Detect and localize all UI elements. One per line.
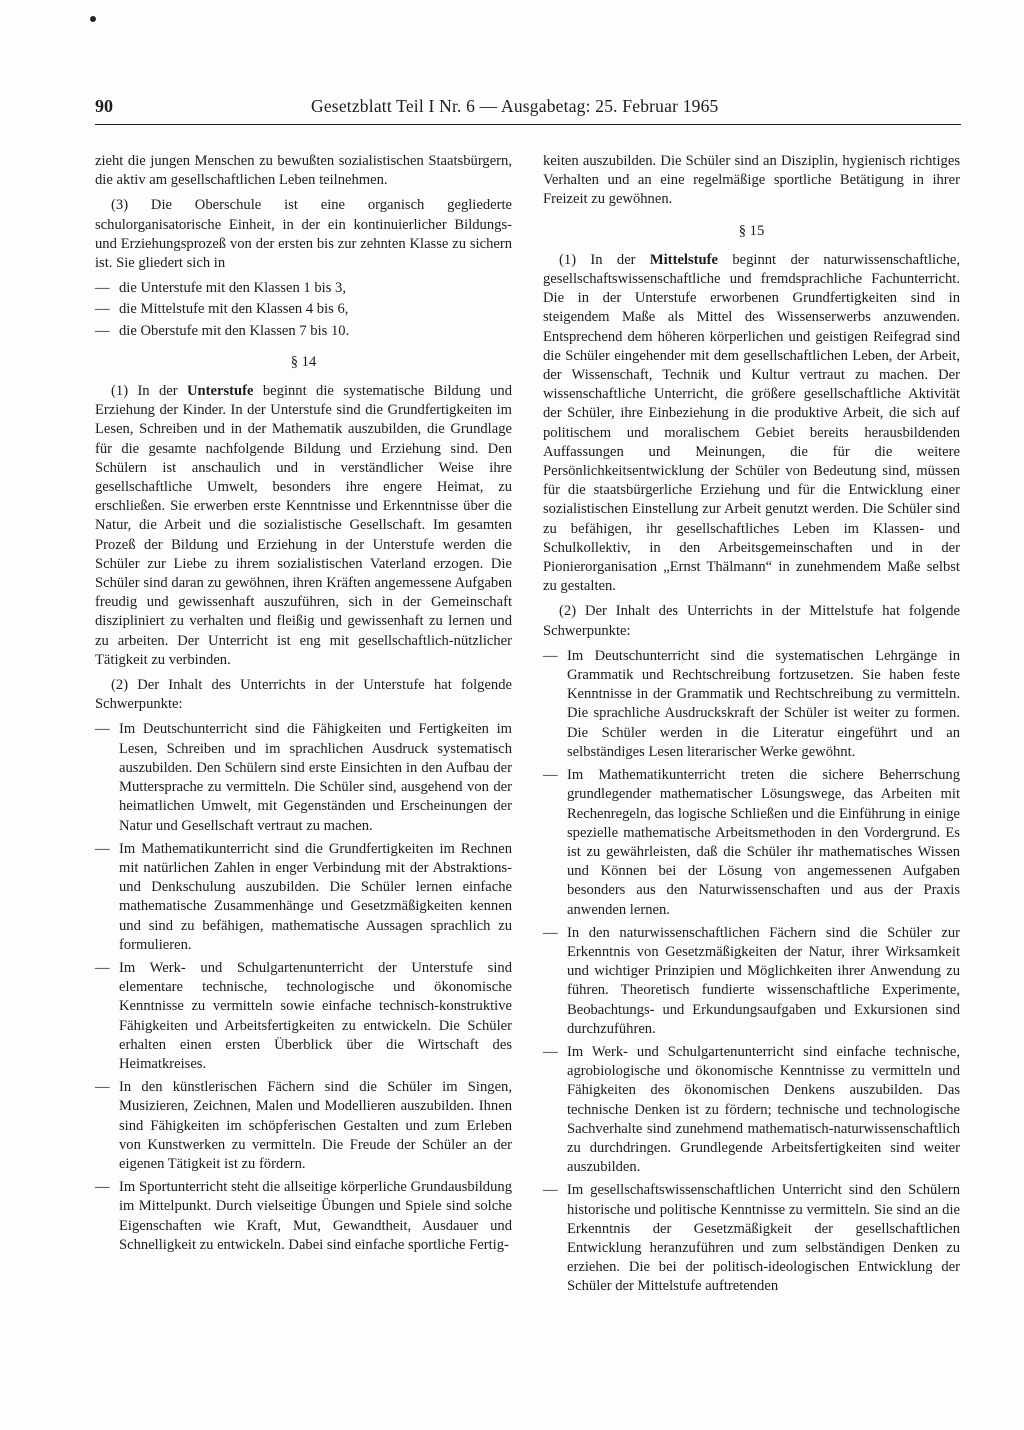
- paragraph: [95, 382, 512, 670]
- page-header: [95, 96, 961, 124]
- text: (1) In der: [559, 251, 650, 268]
- list-item: — Im Sportunterricht steht die allseitige körperliche Grundausbildung im Mittelpunkt. Durch vielseitige Übungen und Spiele sind solche Eigenschaften wie Kraft, Mut, Gewandtheit, Ausdauer und Schnelligkeit zu entwickeln. Dabei sind einfache sportliche Fertig-: [95, 1178, 512, 1255]
- dash-list: [95, 279, 512, 341]
- list-item: — In den künstlerischen Fächern sind die Schüler im Singen, Musizieren, Zeichnen, Malen und Modellieren auszubilden. Ihnen sind Fähigkeiten im schöpferischen Gestalten und zum Erleben von Kunstwerken zu vermitteln. Die Freude der Schüler an der eigenen Tätigkeit ist zu fördern.: [95, 1078, 512, 1174]
- list-item: — Im gesellschaftswissenschaftlichen Unterricht sind den Schülern historische und politische Kenntnisse zu vermitteln. Sie sind an die Erkenntnis der Gesetzmäßigkeit der gesellschaftlichen Entwicklung heranzuführen und zum selbständigen Denken zu erziehen. Die bei der politisch-ideologischen Entwicklung der Schüler der Mittelstufe auftretenden: [543, 1181, 960, 1296]
- paragraph: (2) Der Inhalt des Unterrichts in der Mittelstufe hat folgende Schwerpunkte:: [543, 603, 960, 639]
- keyword: Unterstufe: [187, 383, 254, 400]
- dash-list: [95, 720, 512, 1254]
- section-heading: § 15: [738, 222, 765, 239]
- list-item: — In den naturwissenschaftlichen Fächern sind die Schüler zur Erkenntnis von Gesetzmäßigkeiten der Natur, ihrer Wirksamkeit und wichtiger Prinzipien und Möglichkeiten ihrer Anwendung zu führen. Theoretisch fundierte wissenschaftliche Experimente, Beobachtungs- und Erkundungsaufgaben und Exkursionen sind durchzuführen.: [543, 924, 960, 1039]
- list-item: — Im Werk- und Schulgartenunterricht sind einfache technische, agrobiologische und ökonomische Kenntnisse zu vermitteln und Fähigkeiten des ökonomischen Denkens auszubilden. Das technische Denken ist zu fördern; technische und technologische Sachverhalte sind zunehmend mathematisch-naturwissenschaftlich zu durchdringen. Grundlegende Arbeitsfertigkeiten sind weiter auszubilden.: [543, 1043, 960, 1177]
- list-item: — die Mittelstufe mit den Klassen 4 bis 6,: [95, 300, 512, 319]
- paragraph: keiten auszubilden. Die Schüler sind an Disziplin, hygienisch richtiges Verhalten und an eine regelmäßige sportliche Betätigung in ihrer Freizeit zu gewöhnen.: [543, 153, 960, 208]
- list-item: — Im Mathematikunterricht treten die sichere Beherrschung grundlegender mathematischer Lösungswege, das Arbeiten mit Rechenregeln, das logische Schließen und die Einführung in einige spezielle mathematische Arbeitsmethoden in den Vordergrund. Es ist zu gewährleisten, daß die Schüler ihr mathematisches Wissen und Können bei der Lösung von angemessenen Aufgaben besonders aus den Naturwissenschaften und aus der Praxis anwenden lernen.: [543, 766, 960, 920]
- right-column: [543, 152, 960, 1303]
- section-heading: § 14: [290, 353, 317, 370]
- text: (1) In der: [111, 383, 188, 400]
- keyword: Mittelstufe: [649, 251, 718, 268]
- list-item: — Im Deutschunterricht sind die systematischen Lehrgänge in Grammatik und Rechtschreibung fortzusetzen. Sie haben feste Kenntnisse in der Grammatik und Rechtschreibung zu vermitteln. Die sprachliche Ausdruckskraft der Schüler ist weiter zu formen. Die Schüler werden in die Literatur eingeführt und an selbständiges Lesen literarischer Werke gewöhnt.: [543, 647, 960, 762]
- left-column: [95, 152, 512, 1261]
- list-item: — Im Deutschunterricht sind die Fähigkeiten und Fertigkeiten im Lesen, Schreiben und im sprachlichen Ausdruck systematisch auszubilden. Den Schülern sind erste Einsichten in den Aufbau der Muttersprache zu vermitteln. Die Schüler sind, ausgehend von der heimatlichen Umwelt, mit Gegenständen und Erscheinungen der Natur und Gesellschaft vertraut zu machen.: [95, 720, 512, 835]
- text: beginnt die systematische Bildung und Erziehung der Kinder. In der Unterstufe sind die Grundfertigkeiten im Lesen, Schreiben und in der Mathematik auszubilden, die Grundlage für die gesamte nachfolgende Bildung und Erziehung sind. Den Schülern ist anschaulich und in verständlicher Weise ihre gesellschaftliche Umwelt, besonders ihre engere Heimat, zu erschließen. Sie erwerben erste Kenntnisse und Erkenntnisse über die Natur, die Arbeit und die sozialistische Gesellschaft. Im gesamten Prozeß der Bildung und Erziehung in der Unterstufe werden die Schüler zur Liebe zu ihrem sozialistischen Vaterland erzogen. Die Schüler sind daran zu gewöhnen, ihren Kräften angemessene Aufgaben freudig und gewissenhaft auszuführen, sich in der Gemeinschaft diszipliniert zu verhalten und fleißig und gewissenhaft zu lernen und zu arbeiten. Der Unterricht ist eng mit gesellschaftlich-nützlicher Tätigkeit zu verbinden.: [95, 383, 512, 668]
- margin-dot: [90, 16, 96, 22]
- header-rule: [95, 124, 961, 125]
- list-item: — die Oberstufe mit den Klassen 7 bis 10.: [95, 322, 512, 341]
- paragraph: zieht die jungen Menschen zu bewußten sozialistischen Staatsbürgern, die aktiv am gesellschaftlichen Leben teilnehmen.: [95, 153, 512, 189]
- text: beginnt der naturwissenschaftliche, gesellschaftswissenschaftliche und fremdsprachliche Fachunterricht. Die in der Unterstufe erworbenen Grundfertigkeiten sind in steigendem Maße als Mittel des Wissenserwerbs anzuwenden. Entsprechend dem höheren körperlichen und geistigen Reifegrad sind die Schüler eingehender mit dem gesellschaftlichen Leben, der Arbeit, der Wissenschaft, Technik und Kultur vertraut zu machen. Der wissenschaftliche Unterricht, die größere gesellschaftliche Aktivität der Schüler, ihre Einbeziehung in die produktive Arbeit, die sich auf politischem und moralischem Gebiet bereits herausbildenden Auffassungen und Meinungen, die für die weitere Persönlichkeitsentwicklung der Schüler von Bedeutung sind, müssen für die staatsbürgerliche Erziehung und für die Entwicklung einer sozialistischen Einstellung zur Arbeit genutzt werden. Die Schüler sind zu befähigen, ihr gesellschaftliches Leben im Klassen- und Schulkollektiv, in den Arbeitsgemeinschaften und in der Pionierorganisation „Ernst Thälmann“ in zunehmendem Maße selbst zu gestalten.: [543, 251, 960, 595]
- paragraph: (3) Die Oberschule ist eine organisch gegliederte schulorganisatorische Einheit, in der ein kontinuierlicher Bildungs- und Erziehungsprozeß von der ersten bis zur zehnten Klasse zu sichern ist. Sie gliedert sich in: [95, 197, 512, 272]
- paragraph: [543, 251, 960, 597]
- page-number: 90: [95, 96, 113, 116]
- paragraph: (2) Der Inhalt des Unterrichts in der Unterstufe hat folgende Schwerpunkte:: [95, 677, 512, 713]
- list-item: — Im Werk- und Schulgartenunterricht der Unterstufe sind elementare technische, technologische und ökonomische Kenntnisse zu vermitteln sowie einfache technisch-konstruktive Fähigkeiten und Arbeitsfertigkeiten zu entwickeln. Die Schüler erhalten einen ersten Überblick über die Wirtschaft des Heimatkreises.: [95, 959, 512, 1074]
- dash-list: [543, 647, 960, 1297]
- header-title: Gesetzblatt Teil I Nr. 6 — Ausgabetag: 25. Februar 1965: [311, 96, 719, 116]
- list-item: — die Unterstufe mit den Klassen 1 bis 3,: [95, 279, 512, 298]
- list-item: — Im Mathematikunterricht sind die Grundfertigkeiten im Rechnen mit natürlichen Zahlen in enger Verbindung mit der Abstraktions- und Denkschulung auszubilden. Die Schüler lernen einfache mathematische Zusammenhänge und Gesetzmäßigkeiten kennen und sind zu befähigen, mathematische Aussagen sprachlich zu formulieren.: [95, 840, 512, 955]
